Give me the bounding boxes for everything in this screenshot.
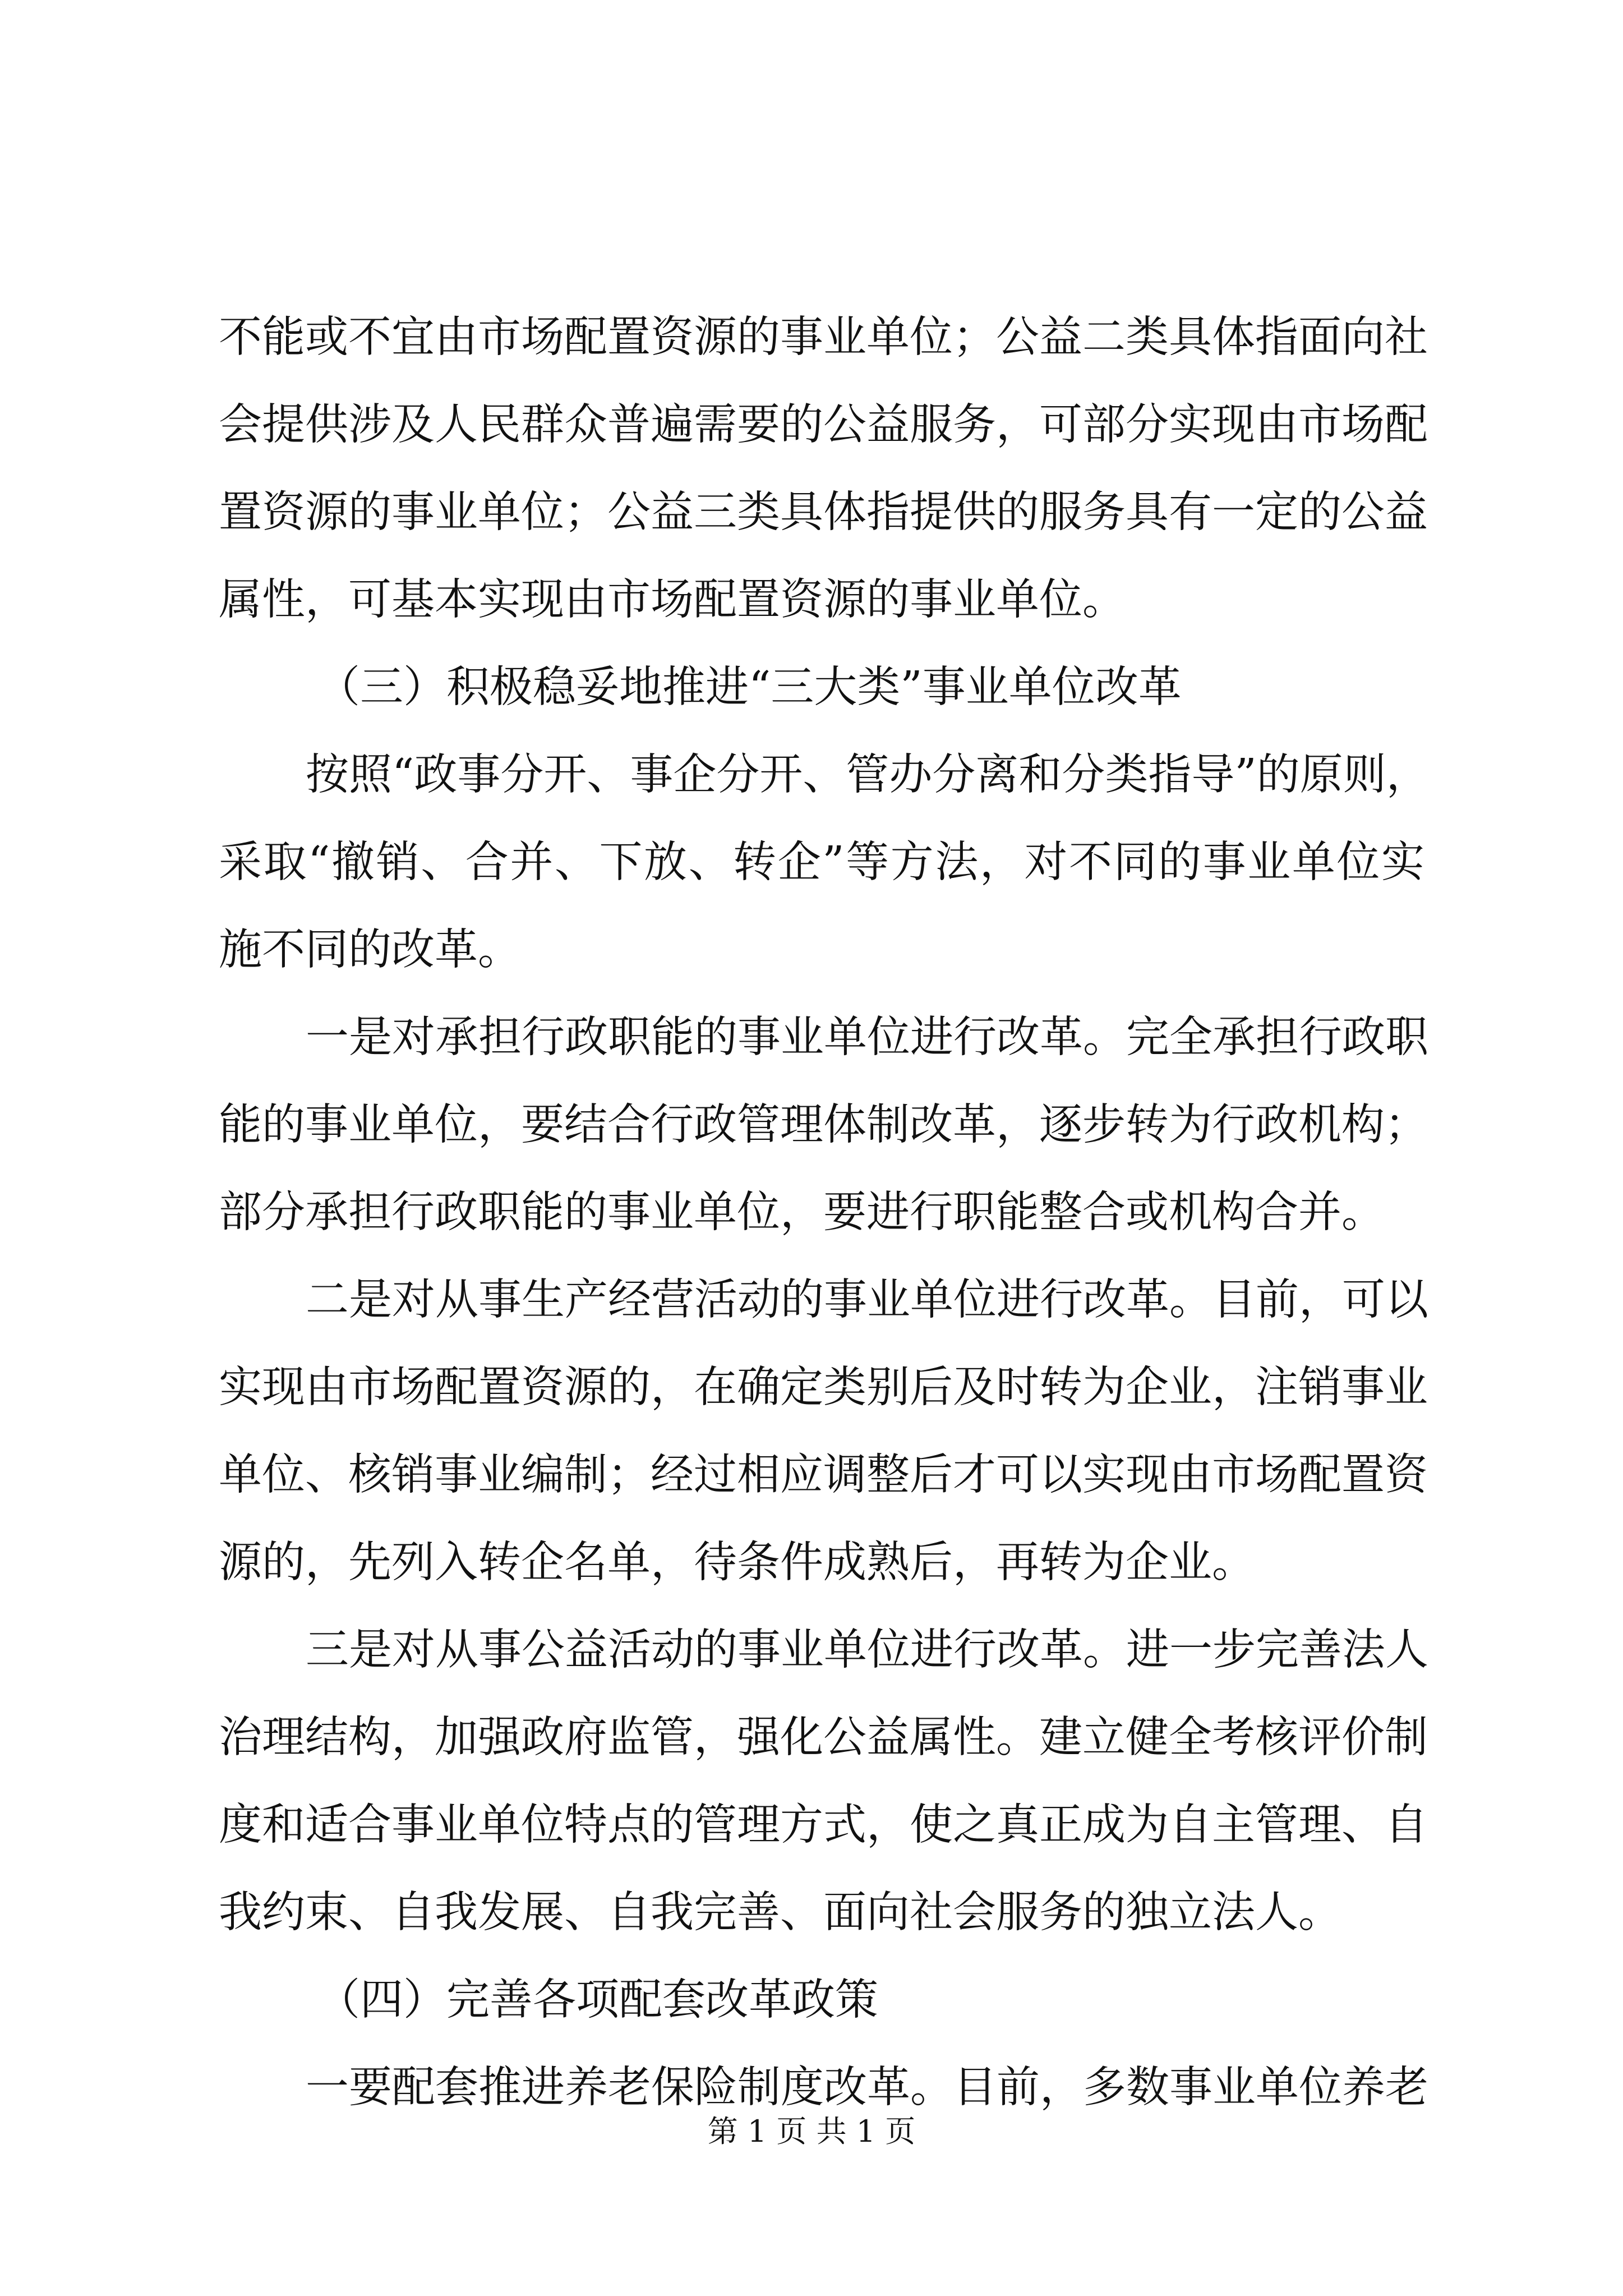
- body-text-line: 一要配套推进养老保险制度改革。目前，多数事业单位养老: [306, 2063, 1428, 2113]
- body-text-line: 会提供涉及人民群众普遍需要的公益服务，可部分实现由市场配: [219, 400, 1428, 450]
- body-text-line: 置资源的事业单位；公益三类具体指提供的服务具有一定的公益: [219, 487, 1428, 537]
- body-text-line: 实现由市场配置资源的，在确定类别后及时转为企业，注销事业: [219, 1363, 1428, 1412]
- body-text-line: 能的事业单位，要结合行政管理体制改革，逐步转为行政机构；: [219, 1100, 1428, 1150]
- body-text-line: 施不同的改革。: [219, 925, 521, 975]
- body-text-line: 三是对从事公益活动的事业单位进行改革。进一步完善法人: [306, 1625, 1428, 1675]
- body-text-line: 不能或不宜由市场配置资源的事业单位；公益二类具体指面向社: [219, 312, 1428, 362]
- body-text-line: 度和适合事业单位特点的管理方式，使之真正成为自主管理、自: [219, 1800, 1428, 1850]
- page-footer: 第 1 页 共 1 页: [707, 2114, 916, 2149]
- section-heading: （三）积极稳妥地推进“三大类”事业单位改革: [317, 662, 1182, 712]
- body-text-line: 源的，先列入转企名单，待条件成熟后，再转为企业。: [219, 1538, 1255, 1588]
- body-text-line: 二是对从事生产经营活动的事业单位进行改革。目前，可以: [306, 1275, 1428, 1325]
- body-text-line: 单位、核销事业编制；经过相应调整后才可以实现由市场配置资: [219, 1450, 1428, 1500]
- body-text-line: 部分承担行政职能的事业单位，要进行职能整合或机构合并。: [219, 1188, 1385, 1237]
- body-text-line: 属性，可基本实现由市场配置资源的事业单位。: [219, 575, 1126, 625]
- body-text-line: 一是对承担行政职能的事业单位进行改革。完全承担行政职: [306, 1013, 1428, 1062]
- body-text-line: 采取“撤销、合并、下放、转企”等方法，对不同的事业单位实: [219, 838, 1424, 887]
- body-text-line: 治理结构，加强政府监管，强化公益属性。建立健全考核评价制: [219, 1713, 1428, 1763]
- section-heading: （四）完善各项配套改革政策: [317, 1975, 878, 2025]
- body-text-line: 按照“政事分开、事企分开、管办分离和分类指导”的原则，: [306, 750, 1430, 800]
- body-text-line: 我约束、自我发展、自我完善、面向社会服务的独立法人。: [219, 1888, 1341, 1938]
